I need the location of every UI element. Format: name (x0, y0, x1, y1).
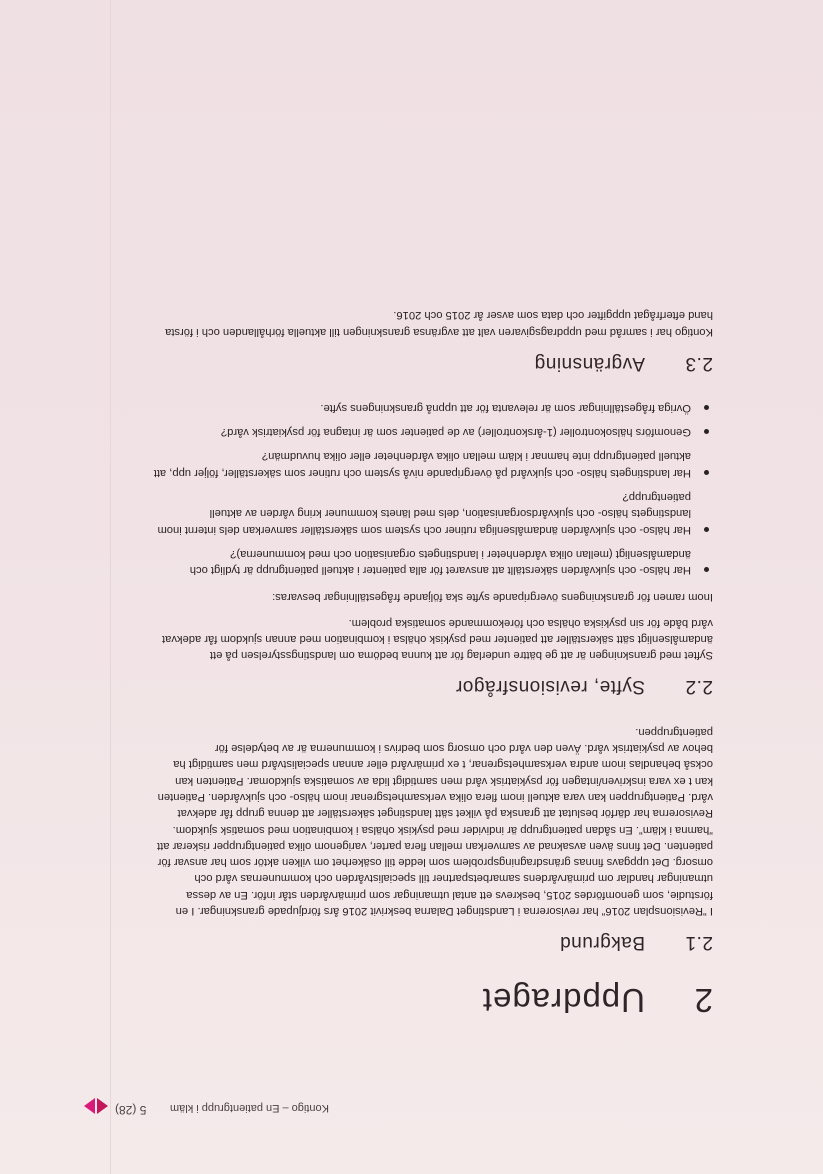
section-number: 2.3 (685, 352, 713, 374)
page-content (153, 297, 713, 1019)
section-number: 2.2 (685, 676, 713, 698)
previous-page-icon[interactable] (97, 1098, 108, 1114)
chapter-heading (153, 981, 713, 1019)
section-title: Avgränsning (534, 352, 645, 374)
list-item: Genomförs hälsokontroller (1-årskontroller) av de patienter som är intagna för psykiatrisk vård? (153, 424, 691, 440)
list-item: Har landstingets hälso- och sjukvård på övergripande nivå system och rutiner som säkerställer, följer upp, att aktuell patientgrupp inte hamnar i kläm mellan olika vårdenheter eller olika huvudmän? (153, 448, 691, 481)
avgransning-paragraph: Kontigo har i samråd med uppdragsgivaren valt att avgränsa granskningen till aktuella förhållanden och i första hand efterfrågat uppgifter och data som avser år 2015 och 2016. (165, 309, 713, 338)
margin-line (110, 0, 111, 1174)
syfte-intro-paragraph: Inom ramen för granskningens övergripande syfte ska följande frågeställningar besvaras: (272, 590, 713, 603)
bakgrund-paragraph: I ”Revisionsplan 2016” har revisorerna i Landstinget Dalarna beskrivit 2016 års fördjupade granskningar. I en förstudie, som genomfördes 2015, beskrevs ett antal utmaningar som primärvården står inför. En av dessa utmaningar handlar om primärvårdens samarbetspartner till specialistvården och kommunernas vård och omsorg. Det uppgavs finnas gränsdragningsproblem som ledde till osäkerhet om vilken aktör som har ansvar för patienten. Det finns även avsaknad av samverkan mellan flera parter, varigenom olika patientgrupper riskerar att ”hamna i kläm”. En sådan patientgrupp är individer med psykisk ohälsa i kombination med somatisk sjukdom. Revisorerna har därför beslutat att granska på vilket sätt landstinget säkerställer att denna grupp får adekvat vård. Patientgruppen kan vara aktuell inom flera olika verksamhetsgrenar inom hälso- och sjukvården. Patienten kan t ex vara inskriven/intagen för psykiatrisk vård men samtidigt lida av somatiska sjukdomar. Patienten kan också behandlas inom andra verksamhetsgrenar, t ex primärvård eller annan specialistvård men samtidigt ha behov av psykiatrisk vård. Även den vård och omsorg som bedrivs i kommunerna är av betydelse för patientgruppen. (157, 725, 713, 917)
syfte-paragraph: Syftet med granskningen är att ge bättre underlag för att kunna bedöma om landstingsstyrelsen på ett ändamålsenligt sätt säkerställer att patienter med psykisk ohälsa i kombination med annan sjukdom får adekvat vård både för sin psykiska ohälsa och förekommande somatiska problem. (162, 616, 713, 662)
revision-questions-list (153, 400, 713, 579)
chapter-title: Uppdraget (481, 982, 645, 1019)
header-doc-title: Kontigo – En patientgrupp i kläm (170, 1102, 329, 1114)
next-page-icon[interactable] (84, 1098, 95, 1114)
section-heading-avgransning (153, 352, 713, 374)
list-item: Har hälso- och sjukvården ändamålsenliga rutiner och system som säkerställer samverkan dels internt inom landstingets hälso- och sjukvårdsorganisation, dels med länets kommuner kring vården av aktuell patientgrupp? (153, 489, 691, 538)
section-heading-syfte (153, 675, 713, 697)
section-heading-bakgrund (153, 931, 713, 953)
page-nav (78, 1096, 108, 1116)
section-number: 2.1 (685, 932, 713, 953)
list-item: Har hälso- och sjukvården säkerställt att ansvaret för alla patienter i aktuell patientgrupp är tydligt och ändamålsenligt (mellan olika vårdenheter i landstingets organisation och med kommunerna)? (153, 546, 691, 579)
page-header (0, 1084, 823, 1174)
chapter-number: 2 (693, 982, 713, 1019)
section-title: Bakgrund (559, 932, 645, 953)
section-title: Syfte, revisionsfrågor (455, 676, 645, 698)
list-item: Övriga frågeställningar som är relevanta för att uppnå granskningens syfte. (153, 400, 691, 416)
page-number: 5 (28) (115, 1103, 147, 1117)
